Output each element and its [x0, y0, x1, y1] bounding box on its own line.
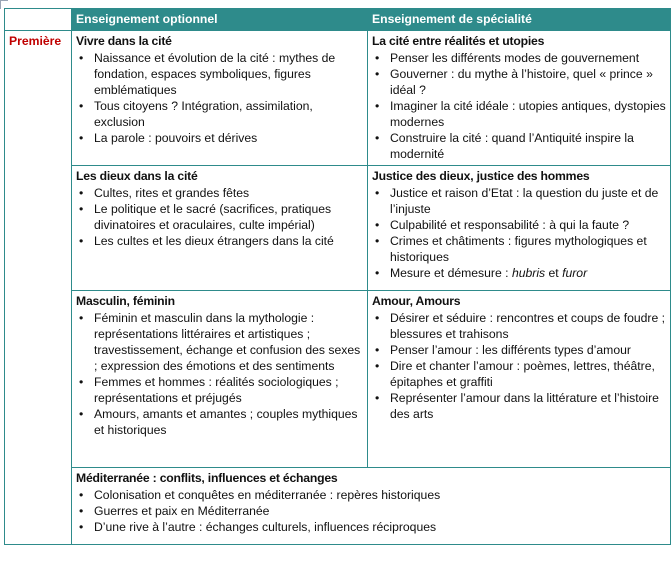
header-corner [5, 9, 72, 31]
list-item: • Colonisation et conquêtes en méditerranée : repères historiques [76, 487, 666, 503]
list-item: • Les cultes et les dieux étrangers dans la cité [76, 233, 363, 249]
list-item-text: Mesure et démesure : [390, 266, 512, 280]
list-item: • Penser l’amour : les différents types d’amour [372, 342, 666, 358]
list-item [372, 265, 666, 281]
list-item: • Tous citoyens ? Intégration, assimilation, exclusion [76, 98, 363, 130]
topic-list [372, 310, 666, 422]
list-item: • Amours, amants et amantes ; couples mythiques et historiques [76, 406, 363, 438]
list-item: • Naissance et évolution de la cité : mythes de fondation, espaces symboliques, figures emblématiques [76, 50, 363, 98]
list-item: • Représenter l’amour dans la littérature et l’histoire des arts [372, 390, 666, 422]
table-row [5, 166, 671, 291]
list-item: • Guerres et paix en Méditerranée [76, 503, 666, 519]
table-row [5, 31, 671, 166]
topic-list [372, 185, 666, 281]
theme-title: Masculin, féminin [76, 294, 175, 308]
header-row [5, 9, 671, 31]
specialty-cell [368, 31, 671, 166]
topic-list [372, 50, 666, 162]
list-item: • Penser les différents modes de gouvernement [372, 50, 666, 66]
specialty-cell [368, 291, 671, 468]
column-header-specialty: Enseignement de spécialité [368, 9, 671, 31]
curriculum-table [4, 8, 671, 545]
mediterranee-cell [72, 468, 671, 545]
topic-list [76, 185, 363, 249]
table-row [5, 468, 671, 545]
list-item: • Imaginer la cité idéale : utopies antiques, dystopies modernes [372, 98, 666, 130]
theme-title: Vivre dans la cité [76, 34, 172, 48]
list-item: • Cultes, rites et grandes fêtes [76, 185, 363, 201]
list-item: • D’une rive à l’autre : échanges culturels, influences réciproques [76, 519, 666, 535]
theme-title: Les dieux dans la cité [76, 169, 198, 183]
list-item: • Construire la cité : quand l’Antiquité inspire la modernité [372, 130, 666, 162]
level-label: Première [5, 31, 72, 545]
term-hubris: hubris [511, 266, 546, 280]
specialty-cell [368, 166, 671, 291]
term-furor: furor [562, 266, 588, 280]
optional-cell [72, 166, 368, 291]
list-item: • Crimes et châtiments : figures mythologiques et historiques [372, 233, 666, 265]
theme-title: Méditerranée : conflits, influences et échanges [76, 471, 338, 485]
list-item: • Féminin et masculin dans la mythologie : représentations littéraires et artistiques ; travestissement, échange et confusion des sexes ; expression des émotions et des sentiments [76, 310, 363, 374]
list-item-text: et [545, 266, 563, 280]
topic-list [76, 487, 666, 535]
topic-list [76, 50, 363, 146]
list-item: • Gouverner : du mythe à l’histoire, quel « prince » idéal ? [372, 66, 666, 98]
theme-title: La cité entre réalités et utopies [372, 34, 545, 48]
topic-list [76, 310, 363, 438]
list-item: • Culpabilité et responsabilité : à qui la faute ? [372, 217, 666, 233]
list-item: • Justice et raison d’Etat : la question du juste et de l’injuste [372, 185, 666, 217]
table-row [5, 291, 671, 468]
theme-title: Amour, Amours [372, 294, 461, 308]
list-item: • Désirer et séduire : rencontres et coups de foudre ; blessures et trahisons [372, 310, 666, 342]
list-item: • Femmes et hommes : réalités sociologiques ; représentations et préjugés [76, 374, 363, 406]
theme-title: Justice des dieux, justice des hommes [372, 169, 590, 183]
optional-cell [72, 291, 368, 468]
list-item: • Dire et chanter l’amour : poèmes, lettres, théâtre, épitaphes et graffiti [372, 358, 666, 390]
list-item: • Le politique et le sacré (sacrifices, pratiques divinatoires et oraculaires, culte impérial) [76, 201, 363, 233]
list-item: • La parole : pouvoirs et dérives [76, 130, 363, 146]
column-header-optional: Enseignement optionnel [72, 9, 368, 31]
optional-cell [72, 31, 368, 166]
